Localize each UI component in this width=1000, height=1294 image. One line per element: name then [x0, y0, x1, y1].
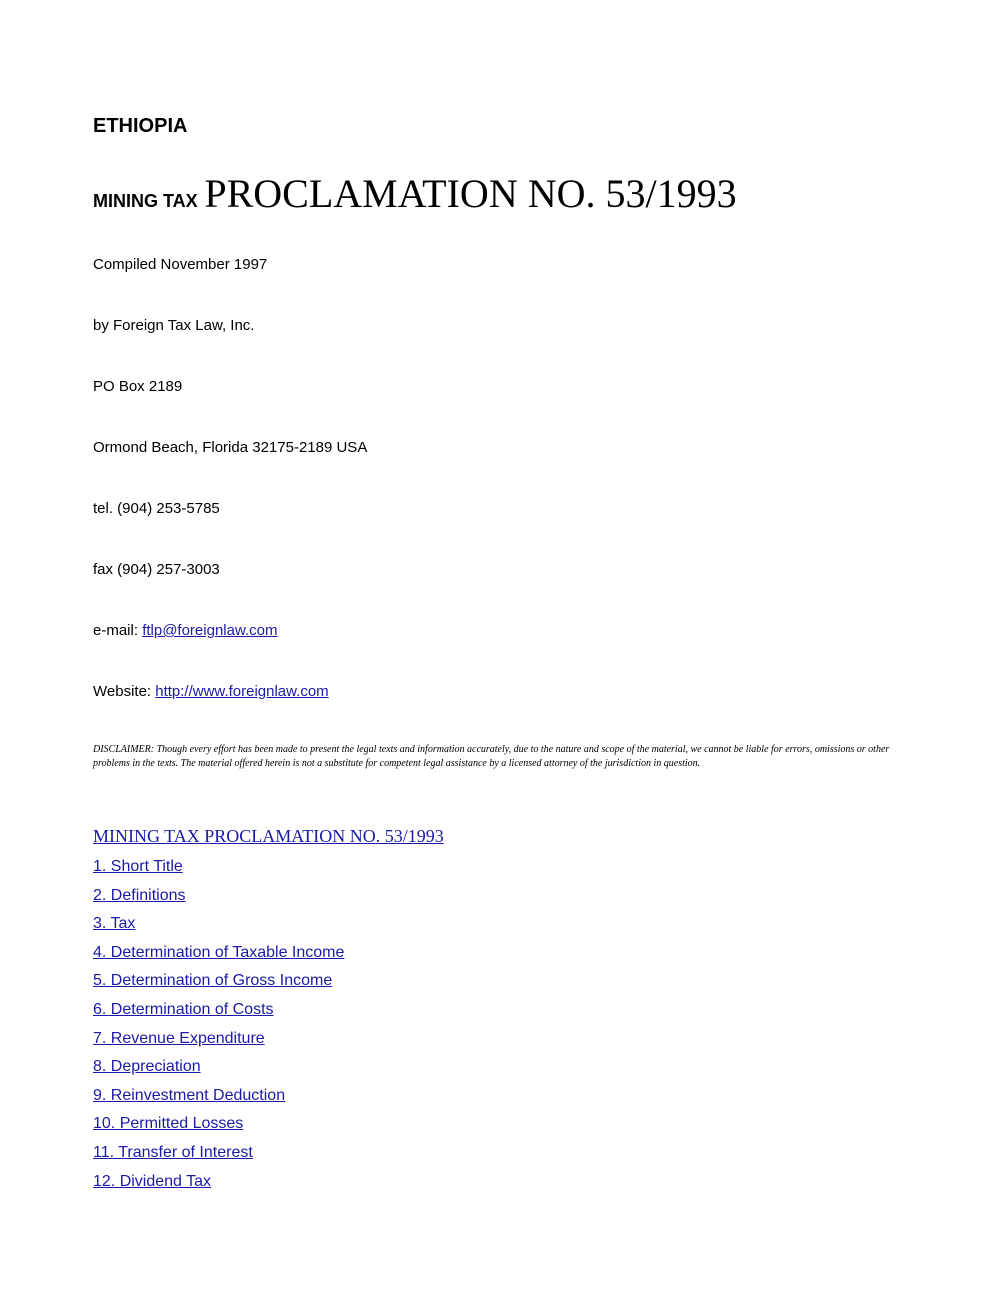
table-of-contents — [93, 856, 344, 1199]
title-prefix: MINING TAX — [93, 191, 198, 211]
toc-link-short-title[interactable]: 1. Short Title — [93, 858, 183, 875]
toc-item — [93, 999, 344, 1028]
document-title — [93, 170, 737, 217]
toc-item — [93, 970, 344, 999]
website-line — [93, 683, 329, 701]
toc-item — [93, 1113, 344, 1142]
toc-item — [93, 1085, 344, 1114]
toc-item — [93, 1056, 344, 1085]
toc-item — [93, 1142, 344, 1171]
toc-link-costs[interactable]: 6. Determination of Costs — [93, 1000, 274, 1018]
toc-link-depreciation[interactable]: 8. Depreciation — [93, 1058, 201, 1076]
email-line — [93, 622, 277, 640]
publisher: by Foreign Tax Law, Inc. — [93, 317, 255, 334]
toc-link-revenue-expenditure[interactable]: 7. Revenue Expenditure — [93, 1029, 265, 1047]
toc-item — [93, 1028, 344, 1057]
country-heading: ETHIOPIA — [93, 115, 188, 137]
toc-link-dividend-tax[interactable]: 12. Dividend Tax — [93, 1172, 211, 1190]
compiled-date: Compiled November 1997 — [93, 256, 268, 273]
email-label: e-mail: — [93, 622, 143, 639]
toc-link-reinvestment-deduction[interactable]: 9. Reinvestment Deduction — [93, 1086, 286, 1104]
toc-link-tax[interactable]: 3. Tax — [93, 915, 136, 933]
toc-link-transfer-of-interest[interactable]: 11. Transfer of Interest — [93, 1143, 253, 1161]
toc-title-link[interactable]: MINING TAX PROCLAMATION NO. 53/1993 — [93, 826, 444, 846]
toc-link-definitions[interactable]: 2. Definitions — [93, 886, 186, 904]
toc-item — [93, 885, 344, 914]
toc-link-gross-income[interactable]: 5. Determination of Gross Income — [93, 972, 333, 990]
fax: fax (904) 257-3003 — [93, 561, 220, 578]
email-link[interactable]: ftlp@foreignlaw.com — [142, 622, 278, 639]
toc-item — [93, 856, 344, 885]
toc-item — [93, 913, 344, 942]
disclaimer-text: DISCLAIMER: Though every effort has been made to present the legal texts and information accurately, due to the nature and scope of the material, we cannot be liable for errors, omissions or other problems in the texts. The material offered herein is not a substitute for competent legal assistance by a licensed attorney of the jurisdiction in question. — [93, 744, 890, 769]
po-box: PO Box 2189 — [93, 378, 183, 395]
toc-item — [93, 1171, 344, 1200]
toc-item — [93, 942, 344, 971]
title-main: PROCLAMATION NO. 53/1993 — [204, 171, 737, 216]
address: Ormond Beach, Florida 32175-2189 USA — [93, 439, 368, 456]
toc-link-taxable-income[interactable]: 4. Determination of Taxable Income — [93, 943, 345, 961]
website-label: Website: — [93, 683, 156, 700]
toc-link-permitted-losses[interactable]: 10. Permitted Losses — [93, 1115, 244, 1133]
website-link[interactable]: http://www.foreignlaw.com — [155, 683, 329, 700]
telephone: tel. (904) 253-5785 — [93, 500, 220, 517]
